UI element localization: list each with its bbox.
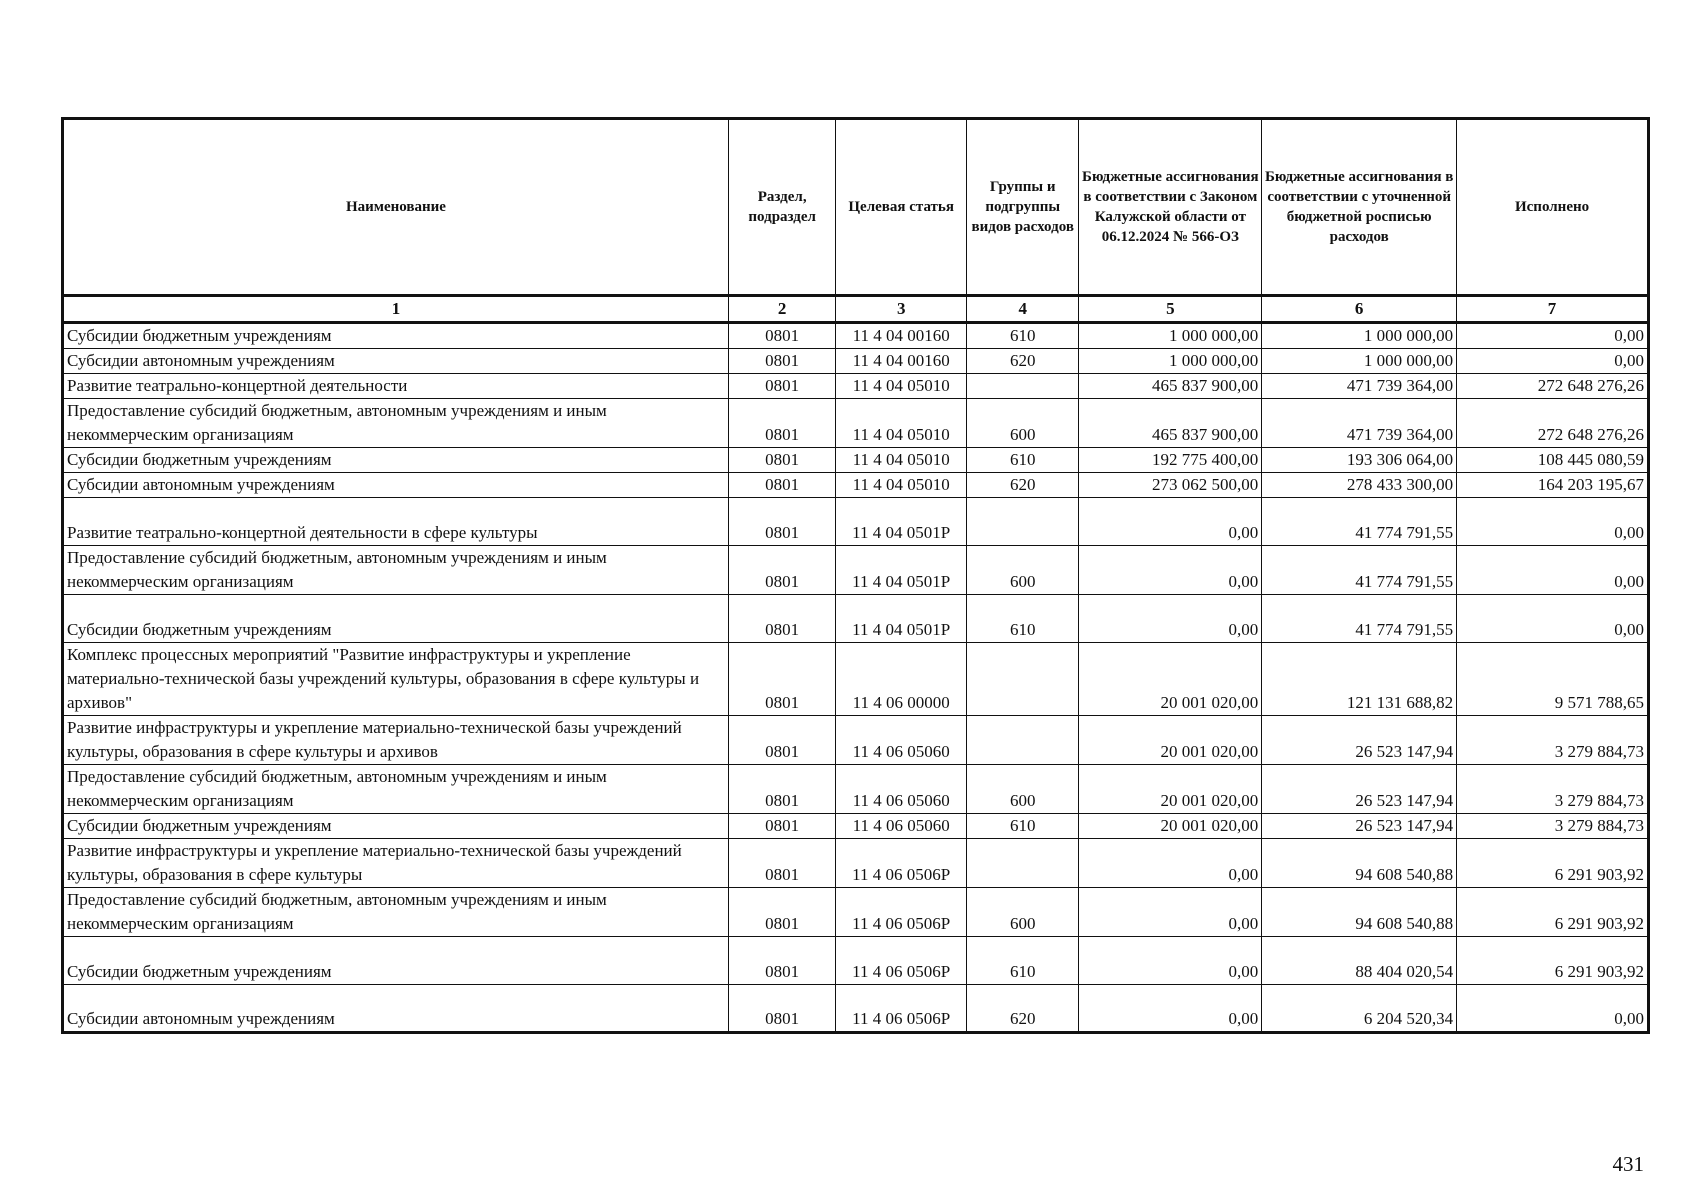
row-executed: 0,00	[1457, 546, 1649, 595]
table-row	[63, 498, 1649, 546]
table-row	[63, 888, 1649, 937]
row-name: Субсидии автономным учреждениям	[63, 349, 729, 374]
row-law-allocation: 0,00	[1079, 985, 1262, 1033]
column-number: 2	[728, 296, 835, 323]
table-body	[63, 323, 1649, 1033]
row-name: Предоставление субсидий бюджетным, автономным учреждениям и иным некоммерческим организациям	[63, 399, 729, 448]
table-row	[63, 399, 1649, 448]
row-section: 0801	[728, 349, 835, 374]
row-article: 11 4 06 0506Р	[836, 888, 967, 937]
row-section: 0801	[728, 448, 835, 473]
row-refined-allocation: 41 774 791,55	[1262, 498, 1457, 546]
row-refined-allocation: 94 608 540,88	[1262, 888, 1457, 937]
header-article: Целевая статья	[836, 119, 967, 296]
row-executed: 0,00	[1457, 498, 1649, 546]
row-article: 11 4 06 0506Р	[836, 985, 967, 1033]
row-law-allocation: 1 000 000,00	[1079, 349, 1262, 374]
table-row	[63, 937, 1649, 985]
row-group: 620	[966, 349, 1078, 374]
table-row	[63, 716, 1649, 765]
row-group: 610	[966, 323, 1078, 349]
column-number: 5	[1079, 296, 1262, 323]
header-row	[63, 119, 1649, 296]
header-group: Группы и подгруппы видов расходов	[966, 119, 1078, 296]
row-law-allocation: 20 001 020,00	[1079, 765, 1262, 814]
row-law-allocation: 20 001 020,00	[1079, 643, 1262, 716]
row-group	[966, 374, 1078, 399]
row-section: 0801	[728, 937, 835, 985]
table-row	[63, 839, 1649, 888]
row-law-allocation: 192 775 400,00	[1079, 448, 1262, 473]
row-article: 11 4 06 05060	[836, 814, 967, 839]
row-article: 11 4 04 0501Р	[836, 595, 967, 643]
row-group: 600	[966, 399, 1078, 448]
row-executed: 272 648 276,26	[1457, 374, 1649, 399]
row-law-allocation: 465 837 900,00	[1079, 399, 1262, 448]
row-law-allocation: 20 001 020,00	[1079, 814, 1262, 839]
row-group: 600	[966, 888, 1078, 937]
table-row	[63, 448, 1649, 473]
row-group: 620	[966, 985, 1078, 1033]
row-executed: 3 279 884,73	[1457, 765, 1649, 814]
table-row	[63, 473, 1649, 498]
row-section: 0801	[728, 323, 835, 349]
row-group	[966, 498, 1078, 546]
column-number: 3	[836, 296, 967, 323]
row-group	[966, 716, 1078, 765]
row-article: 11 4 06 0506Р	[836, 839, 967, 888]
table-row	[63, 595, 1649, 643]
row-section: 0801	[728, 498, 835, 546]
header-refined-allocation: Бюджетные ассигнования в соответствии с уточненной бюджетной росписью расходов	[1262, 119, 1457, 296]
row-section: 0801	[728, 888, 835, 937]
row-executed: 0,00	[1457, 595, 1649, 643]
row-article: 11 4 06 0506Р	[836, 937, 967, 985]
row-group: 610	[966, 937, 1078, 985]
row-group: 610	[966, 814, 1078, 839]
header-section: Раздел, подраздел	[728, 119, 835, 296]
row-name: Предоставление субсидий бюджетным, автономным учреждениям и иным некоммерческим организациям	[63, 765, 729, 814]
row-name: Субсидии бюджетным учреждениям	[63, 323, 729, 349]
row-refined-allocation: 26 523 147,94	[1262, 765, 1457, 814]
row-article: 11 4 06 00000	[836, 643, 967, 716]
row-name: Развитие инфраструктуры и укрепление материально-технической базы учреждений культуры, образования в сфере культуры и архивов	[63, 716, 729, 765]
row-executed: 3 279 884,73	[1457, 716, 1649, 765]
row-executed: 0,00	[1457, 323, 1649, 349]
row-name: Субсидии бюджетным учреждениям	[63, 937, 729, 985]
row-law-allocation: 0,00	[1079, 888, 1262, 937]
header-executed: Исполнено	[1457, 119, 1649, 296]
row-executed: 164 203 195,67	[1457, 473, 1649, 498]
row-refined-allocation: 26 523 147,94	[1262, 716, 1457, 765]
row-executed: 272 648 276,26	[1457, 399, 1649, 448]
row-refined-allocation: 26 523 147,94	[1262, 814, 1457, 839]
row-name: Комплекс процессных мероприятий "Развитие инфраструктуры и укрепление материально-технической базы учреждений культуры, образования в сфере культуры и архивов"	[63, 643, 729, 716]
row-law-allocation: 1 000 000,00	[1079, 323, 1262, 349]
row-refined-allocation: 94 608 540,88	[1262, 839, 1457, 888]
row-article: 11 4 04 0501Р	[836, 498, 967, 546]
table-row	[63, 323, 1649, 349]
row-refined-allocation: 471 739 364,00	[1262, 399, 1457, 448]
table-row	[63, 546, 1649, 595]
row-law-allocation: 0,00	[1079, 839, 1262, 888]
row-executed: 6 291 903,92	[1457, 888, 1649, 937]
column-number: 4	[966, 296, 1078, 323]
table-row	[63, 985, 1649, 1033]
row-group	[966, 643, 1078, 716]
row-law-allocation: 0,00	[1079, 937, 1262, 985]
row-article: 11 4 04 0501Р	[836, 546, 967, 595]
row-name: Субсидии бюджетным учреждениям	[63, 448, 729, 473]
column-number: 1	[63, 296, 729, 323]
table-row	[63, 349, 1649, 374]
row-article: 11 4 04 05010	[836, 399, 967, 448]
row-executed: 6 291 903,92	[1457, 937, 1649, 985]
row-section: 0801	[728, 399, 835, 448]
row-refined-allocation: 121 131 688,82	[1262, 643, 1457, 716]
row-section: 0801	[728, 595, 835, 643]
row-refined-allocation: 278 433 300,00	[1262, 473, 1457, 498]
column-number-row	[63, 296, 1649, 323]
row-law-allocation: 465 837 900,00	[1079, 374, 1262, 399]
column-number: 7	[1457, 296, 1649, 323]
row-law-allocation: 0,00	[1079, 595, 1262, 643]
row-refined-allocation: 41 774 791,55	[1262, 546, 1457, 595]
row-section: 0801	[728, 814, 835, 839]
row-executed: 6 291 903,92	[1457, 839, 1649, 888]
row-executed: 3 279 884,73	[1457, 814, 1649, 839]
budget-table	[61, 117, 1650, 1034]
row-section: 0801	[728, 839, 835, 888]
row-section: 0801	[728, 374, 835, 399]
column-number: 6	[1262, 296, 1457, 323]
row-section: 0801	[728, 546, 835, 595]
row-group	[966, 839, 1078, 888]
table-row	[63, 814, 1649, 839]
row-section: 0801	[728, 765, 835, 814]
row-name: Развитие театрально-концертной деятельности	[63, 374, 729, 399]
row-section: 0801	[728, 643, 835, 716]
row-executed: 9 571 788,65	[1457, 643, 1649, 716]
row-refined-allocation: 6 204 520,34	[1262, 985, 1457, 1033]
row-group: 600	[966, 765, 1078, 814]
row-group: 610	[966, 448, 1078, 473]
row-article: 11 4 06 05060	[836, 716, 967, 765]
row-name: Предоставление субсидий бюджетным, автономным учреждениям и иным некоммерческим организациям	[63, 546, 729, 595]
row-name: Развитие инфраструктуры и укрепление материально-технической базы учреждений культуры, образования в сфере культуры	[63, 839, 729, 888]
row-refined-allocation: 41 774 791,55	[1262, 595, 1457, 643]
row-article: 11 4 04 05010	[836, 448, 967, 473]
page-number: 431	[1612, 1152, 1644, 1176]
row-refined-allocation: 193 306 064,00	[1262, 448, 1457, 473]
row-law-allocation: 0,00	[1079, 546, 1262, 595]
row-section: 0801	[728, 716, 835, 765]
table-row	[63, 374, 1649, 399]
row-article: 11 4 04 00160	[836, 349, 967, 374]
row-article: 11 4 04 05010	[836, 473, 967, 498]
row-section: 0801	[728, 985, 835, 1033]
row-name: Развитие театрально-концертной деятельности в сфере культуры	[63, 498, 729, 546]
row-group: 610	[966, 595, 1078, 643]
row-refined-allocation: 88 404 020,54	[1262, 937, 1457, 985]
table-row	[63, 643, 1649, 716]
row-refined-allocation: 471 739 364,00	[1262, 374, 1457, 399]
row-name: Субсидии автономным учреждениям	[63, 985, 729, 1033]
header-name: Наименование	[63, 119, 729, 296]
row-law-allocation: 0,00	[1079, 498, 1262, 546]
row-name: Субсидии бюджетным учреждениям	[63, 814, 729, 839]
row-group: 620	[966, 473, 1078, 498]
row-group: 600	[966, 546, 1078, 595]
row-refined-allocation: 1 000 000,00	[1262, 349, 1457, 374]
row-executed: 0,00	[1457, 985, 1649, 1033]
row-refined-allocation: 1 000 000,00	[1262, 323, 1457, 349]
table-row	[63, 765, 1649, 814]
row-executed: 0,00	[1457, 349, 1649, 374]
row-name: Субсидии автономным учреждениям	[63, 473, 729, 498]
row-executed: 108 445 080,59	[1457, 448, 1649, 473]
row-law-allocation: 20 001 020,00	[1079, 716, 1262, 765]
row-law-allocation: 273 062 500,00	[1079, 473, 1262, 498]
row-article: 11 4 04 05010	[836, 374, 967, 399]
row-section: 0801	[728, 473, 835, 498]
row-name: Субсидии бюджетным учреждениям	[63, 595, 729, 643]
row-article: 11 4 06 05060	[836, 765, 967, 814]
row-name: Предоставление субсидий бюджетным, автономным учреждениям и иным некоммерческим организациям	[63, 888, 729, 937]
header-law-allocation: Бюджетные ассигнования в соответствии с Законом Калужской области от 06.12.2024 № 566-ОЗ	[1079, 119, 1262, 296]
row-article: 11 4 04 00160	[836, 323, 967, 349]
